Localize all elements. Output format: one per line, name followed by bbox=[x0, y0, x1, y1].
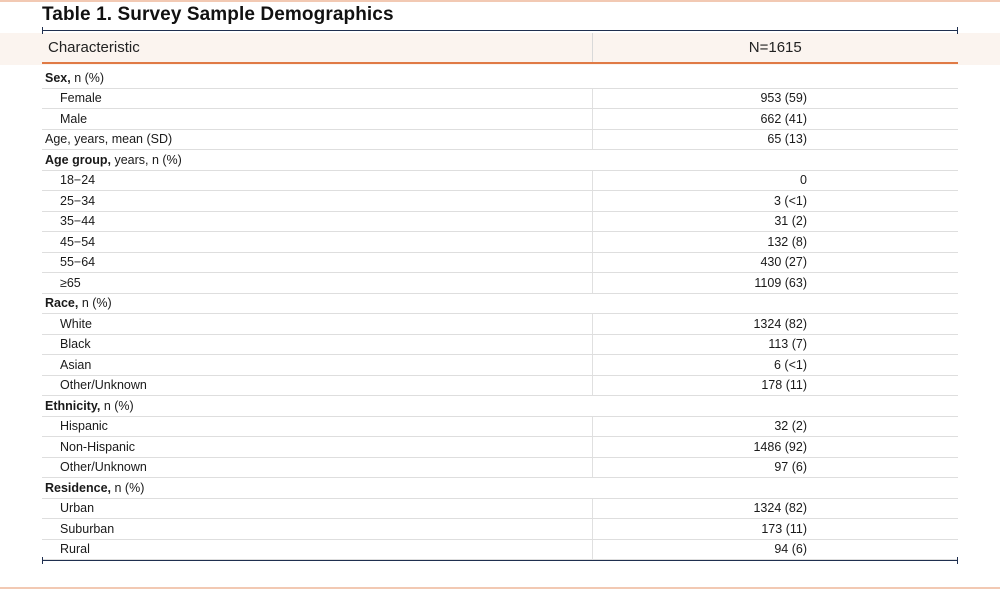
row-value: 1324 (82) bbox=[592, 314, 958, 335]
table-body bbox=[42, 63, 958, 560]
row-value: 132 (8) bbox=[592, 232, 958, 253]
table-row bbox=[42, 88, 958, 109]
group-label: Age group, bbox=[45, 152, 111, 167]
row-value: 32 (2) bbox=[592, 416, 958, 437]
row-value: 31 (2) bbox=[592, 211, 958, 232]
row-label: Suburban bbox=[42, 519, 592, 540]
demographics-table bbox=[42, 33, 958, 560]
row-label bbox=[42, 68, 592, 88]
row-label: Male bbox=[42, 109, 592, 130]
row-value bbox=[592, 150, 958, 171]
table-row bbox=[42, 170, 958, 191]
row-label: 18−24 bbox=[42, 170, 592, 191]
table-row bbox=[42, 252, 958, 273]
table-row bbox=[42, 539, 958, 560]
table-header-row bbox=[42, 33, 958, 63]
group-qualifier: years, n (%) bbox=[110, 152, 182, 167]
table-row bbox=[42, 334, 958, 355]
table-group-row bbox=[42, 129, 958, 150]
row-value bbox=[592, 396, 958, 417]
table-row bbox=[42, 416, 958, 437]
table-bottom-border bbox=[42, 560, 958, 561]
table-row bbox=[42, 232, 958, 253]
table-group-row bbox=[42, 150, 958, 171]
group-qualifier: n (%) bbox=[78, 296, 112, 311]
row-value: 3 (<1) bbox=[592, 191, 958, 212]
row-label: 35−44 bbox=[42, 211, 592, 232]
top-accent-rule bbox=[0, 0, 1000, 2]
row-value: 178 (11) bbox=[592, 375, 958, 396]
row-label bbox=[42, 396, 592, 417]
table-row bbox=[42, 457, 958, 478]
row-value: 662 (41) bbox=[592, 109, 958, 130]
group-qualifier: n (%) bbox=[70, 70, 105, 85]
table-row bbox=[42, 191, 958, 212]
row-value: 94 (6) bbox=[592, 539, 958, 560]
row-value: 113 (7) bbox=[592, 334, 958, 355]
row-value: 0 bbox=[592, 170, 958, 191]
row-label: Rural bbox=[42, 539, 592, 560]
table-row bbox=[42, 314, 958, 335]
column-header-n: N=1615 bbox=[592, 33, 958, 63]
row-label: Other/Unknown bbox=[42, 375, 592, 396]
row-label: White bbox=[42, 314, 592, 335]
row-label: 25−34 bbox=[42, 191, 592, 212]
row-label: 45−54 bbox=[42, 232, 592, 253]
table-row bbox=[42, 437, 958, 458]
table-group-row bbox=[42, 396, 958, 417]
table-row bbox=[42, 498, 958, 519]
table-title: Table 1. Survey Sample Demographics bbox=[42, 4, 394, 25]
row-label: Female bbox=[42, 88, 592, 109]
table-row bbox=[42, 519, 958, 540]
row-label: Other/Unknown bbox=[42, 457, 592, 478]
table-top-border bbox=[42, 30, 958, 31]
row-value bbox=[592, 293, 958, 314]
row-label: Non-Hispanic bbox=[42, 437, 592, 458]
row-label bbox=[42, 150, 592, 171]
table-row bbox=[42, 273, 958, 294]
row-label bbox=[42, 293, 592, 314]
row-value bbox=[592, 478, 958, 499]
row-value: 1324 (82) bbox=[592, 498, 958, 519]
row-value: 1109 (63) bbox=[592, 273, 958, 294]
table-row bbox=[42, 355, 958, 376]
corner-tick bbox=[957, 557, 958, 564]
row-value: 953 (59) bbox=[592, 88, 958, 109]
row-label: Black bbox=[42, 334, 592, 355]
group-label: Sex, bbox=[45, 70, 71, 85]
row-label: Urban bbox=[42, 498, 592, 519]
table-group-row bbox=[42, 293, 958, 314]
column-header-characteristic: Characteristic bbox=[42, 33, 592, 63]
row-value: 173 (11) bbox=[592, 519, 958, 540]
row-value: 65 (13) bbox=[592, 129, 958, 150]
table-row bbox=[42, 211, 958, 232]
group-label: Ethnicity, bbox=[45, 398, 101, 413]
table-group-row bbox=[42, 478, 958, 499]
table-row bbox=[42, 109, 958, 130]
row-label: ≥65 bbox=[42, 273, 592, 294]
row-label bbox=[42, 129, 592, 150]
row-value: 1486 (92) bbox=[592, 437, 958, 458]
group-label: Race, bbox=[45, 296, 79, 311]
group-label: Age, bbox=[45, 132, 71, 147]
row-value: 97 (6) bbox=[592, 457, 958, 478]
group-qualifier: n (%) bbox=[111, 480, 145, 495]
row-value: 430 (27) bbox=[592, 252, 958, 273]
group-qualifier: years, mean (SD) bbox=[70, 132, 173, 147]
row-label bbox=[42, 478, 592, 499]
group-qualifier: n (%) bbox=[100, 398, 134, 413]
row-value bbox=[592, 68, 958, 88]
row-value: 6 (<1) bbox=[592, 355, 958, 376]
table-row bbox=[42, 375, 958, 396]
row-label: Asian bbox=[42, 355, 592, 376]
corner-tick bbox=[42, 557, 43, 564]
row-label: 55−64 bbox=[42, 252, 592, 273]
table-group-row bbox=[42, 68, 958, 88]
group-label: Residence, bbox=[45, 480, 112, 495]
row-label: Hispanic bbox=[42, 416, 592, 437]
